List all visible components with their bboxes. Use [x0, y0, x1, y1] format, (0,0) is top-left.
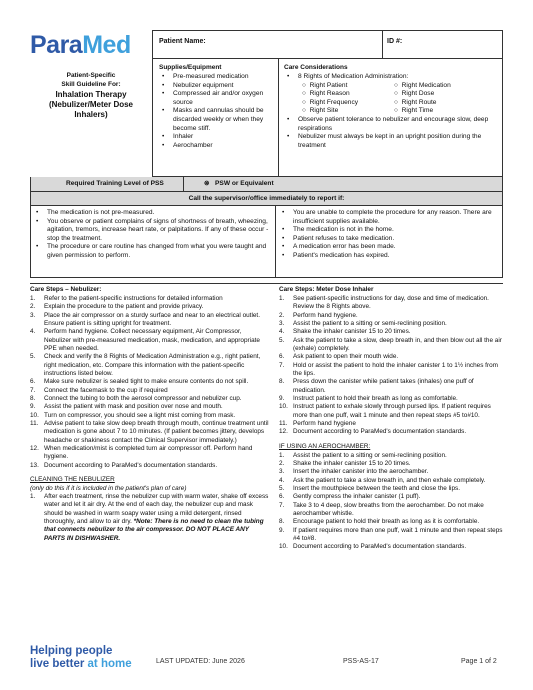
tagline-line1: Helping people — [30, 645, 113, 657]
step-text: Connect the facemask to the cup if required — [44, 386, 168, 394]
supplies-care-box — [152, 59, 503, 177]
step-text: Place the air compressor on a sturdy surface and near to an electrical outlet. Ensure patient is sitting upright for treatment. — [44, 311, 260, 327]
aerochamber-steps-list — [279, 452, 503, 552]
right-item: ○ Right Patient — [302, 81, 348, 89]
step-text: Document according to ParaMed's documentation standards. — [44, 461, 218, 469]
list-item: 11. Advise patient to take slow deep breath through mouth, continue treatment until medication is gone about 7 to 10 minutes. (If patient becomes jittery, develops headache or shakiness contact the Clinical Supervisor immediately.) — [30, 419, 269, 444]
document-code: PSS-AS-17 — [343, 658, 379, 665]
list-item: 8. Connect the tubing to both the aerosol compressor and nebulizer cup. — [30, 394, 242, 402]
supplies-section — [159, 64, 277, 150]
list-item: 7. Connect the facemask to the cup if required — [30, 386, 168, 394]
step-text: Ask the patient to take a slow breath in, and then exhale completely. — [293, 476, 486, 484]
right-item: ○ Right Time — [394, 107, 434, 115]
list-item: 2. Explain the procedure to the patient and provide privacy. — [30, 303, 204, 311]
last-updated: LAST UPDATED: June 2026 — [156, 658, 245, 665]
logo-part1: Para — [30, 31, 83, 59]
step-text: Refer to the patient-specific instructions for detailed information — [44, 295, 223, 302]
step-text: Assist the patient to a sitting or semi-reclining position. — [293, 319, 447, 327]
care-section — [284, 64, 499, 150]
care-list — [284, 73, 499, 82]
step-text: Gently compress the inhaler canister (1 puff). — [293, 493, 421, 501]
step-text: Assist the patient to a sitting or semi-reclining position. — [293, 451, 447, 459]
step-text: Connect the tubing to both the aerosol compressor and nebulizer cup. — [44, 394, 242, 402]
right-item: ○ Right Route — [394, 98, 437, 106]
step-text: Ask the patient to take a slow, deep breath in, and then blow out all the air (exhale) completely. — [293, 336, 502, 352]
list-item: 9. Instruct patient to hold their breath as long as comfortable. — [279, 394, 458, 402]
nebulizer-heading: Care Steps – Nebulizer: — [30, 286, 102, 293]
tagline-line2a: live better — [30, 658, 85, 671]
list-item: 10. Turn on compressor, you should see a light mist coming from mask. — [30, 411, 236, 419]
list-item: 1. Refer to the patient-specific instructions for detailed information — [30, 295, 223, 302]
nebulizer-steps-list — [30, 295, 270, 470]
step-text: Explain the procedure to the patient and provide privacy. — [44, 303, 204, 311]
list-item: 2. Perform hand hygiene. — [279, 311, 358, 319]
step-text: Document according to ParaMed's documentation standards. — [293, 428, 467, 436]
care-heading: Care Considerations — [284, 64, 348, 71]
right-label: Right Route — [401, 98, 437, 106]
cleaning-heading: CLEANING THE NEBULIZER — [30, 475, 115, 483]
inhaler-steps — [279, 286, 503, 552]
step-text: Press down the canister while patient takes (inhales) one puff of medication. — [293, 378, 474, 394]
list-item: 7. Take 3 to 4 deep, slow breaths from the aerochamber. Do not make aerochamber whistle. — [279, 501, 484, 517]
list-item: • The procedure or care routine has changed from what you were taught and given permission to perform. — [33, 243, 273, 260]
supplies-heading: Supplies/Equipment — [159, 64, 222, 71]
tagline-line2b: at home — [87, 658, 132, 671]
list-item: 8. Encourage patient to hold their breath as long as it is comfortable. — [279, 518, 480, 526]
step-text: Instruct patient to exhale slowly through pursed lips. If patient requires more than one puff, wait 1 minute and then repeat steps #5 to#10. — [293, 403, 491, 419]
training-value — [204, 180, 274, 188]
report-conditions-box — [30, 206, 503, 278]
list-item: 4. Perform hand hygiene. Collect necessary equipment, Air Compressor, Nebulizer with pre-measured medication, mask, medication, and appropriate PPE when needed. — [30, 328, 260, 352]
list-item: 5. Insert the mouthpiece between the teeth and close the lips. — [279, 484, 460, 492]
divider — [275, 206, 276, 277]
list-item: 5. Ask the patient to take a slow, deep breath in, and then blow out all the air (exhale) completely. — [279, 336, 502, 352]
guideline-title1: Inhalation Therapy — [55, 89, 127, 99]
list-item: • 8 Rights of Medication Administration: — [284, 73, 499, 82]
inhaler-steps-list — [279, 295, 503, 437]
right-item: ○ Right Frequency — [302, 98, 359, 106]
right-label: Right Time — [401, 107, 434, 115]
list-item: • Observe patient tolerance to nebulizer and encourage slow, deep respirations — [284, 116, 499, 133]
list-item: • Compressed air and/or oxygen source — [159, 90, 277, 107]
step-text: When medication/mist is completed turn air compressor off. Perform hand hygiene. — [44, 444, 253, 461]
patient-info-box — [152, 30, 503, 59]
list-item: • Aerochamber — [159, 142, 277, 151]
step-text: Ask patient to open their mouth wide. — [293, 353, 399, 361]
step-text: Turn on compressor, you should see a light mist coming from mask. — [44, 411, 236, 419]
list-item: 4. Shake the inhaler canister 15 to 20 times. — [279, 328, 411, 336]
list-item: 4. Ask the patient to take a slow breath in, and then exhale completely. — [279, 476, 486, 484]
step-text: Insert the inhaler canister into the aerochamber. — [293, 468, 429, 476]
list-item: • The medication is not in the home. — [279, 226, 501, 235]
step-text: Assist the patient with mask and position over nose and mouth. — [44, 403, 223, 411]
list-item: 8. Press down the canister while patient takes (inhales) one puff of medication. — [279, 378, 474, 394]
training-row — [30, 177, 503, 192]
list-item: 5. Check and verify the 8 Rights of Medication Administration e.g., right patient, right medication, etc. Compare this information with the patient-specific instructions listed below. — [30, 353, 261, 377]
list-item: 10. Instruct patient to exhale slowly through pursed lips. If patient requires more than one puff, wait 1 minute and then repeat steps #5 to#10. — [279, 403, 491, 419]
step-text: Perform hand hygiene. Collect necessary equipment, Air Compressor, Nebulizer with pre-measured medication, mask, medication, and appropriate PPE when needed. — [44, 328, 260, 352]
guideline-title3: Inhalers) — [74, 110, 108, 120]
rights-grid — [284, 82, 499, 116]
step-text: Shake the inhaler canister 15 to 20 times. — [293, 459, 411, 467]
right-label: Right Patient — [309, 81, 348, 89]
right-item: ○ Right Site — [302, 107, 339, 115]
step-text: Take 3 to 4 deep, slow breaths from the aerochamber. Do not make aerochamber whistle. — [293, 501, 484, 517]
step-text: Shake the inhaler canister 15 to 20 times. — [293, 328, 411, 336]
list-item: • You are unable to complete the procedure for any reason. There are insufficient supplies available. — [279, 209, 501, 226]
cleaning-warning: DO NOT PLACE ANY PARTS IN DISHWASHER. — [44, 526, 249, 542]
list-item: • Nebulizer equipment — [159, 82, 277, 91]
right-label: Right Reason — [309, 90, 350, 98]
id-label: ID #: — [387, 38, 403, 45]
step-text: Instruct patient to hold their breath as long as comfortable. — [293, 394, 458, 402]
patient-name-label: Patient Name: — [159, 38, 206, 45]
list-item: • Pre-measured medication — [159, 73, 277, 82]
list-item: • Patient refuses to take medication. — [279, 235, 501, 244]
step-text: Check and verify the 8 Rights of Medication Administration e.g., right patient, right medication, etc. Compare this information with the patient-specific instructions listed below. — [44, 353, 261, 377]
list-item: 7. Hold or assist the patient to hold the inhaler canister 1 to 1½ inches from the lips. — [279, 361, 498, 377]
list-item: • A medication error has been made. — [279, 243, 501, 252]
list-item: • You observe or patient complains of signs of shortness of breath, wheezing, agitation, tremors, increase heart rate, or palpitations. If any of these occur -stop the treatment. — [33, 218, 273, 244]
step-text: Encourage patient to hold their breath as long as it is comfortable. — [293, 518, 480, 526]
list-item: 13. Document according to ParaMed's documentation standards. — [30, 461, 218, 469]
list-item: 1. After each treatment, rinse the nebulizer cup with warm water, shake off excess water and let it air dry. At the end of each day, the nebulizer cup and mask should be washed in warm soapy water using a mild detergent, rinsed thoroughly, and allow to air dry. *Note: There is no need to clean the tubing that connects nebulizer to the air compressor. DO NOT PLACE ANY PARTS IN DISHWASHER. — [30, 492, 269, 542]
right-label: Right Frequency — [309, 98, 359, 106]
step-text: Document according to ParaMed's documentation standards. — [293, 543, 467, 551]
list-item: • Nebulizer must always be kept in an upright position during the treatment — [284, 133, 499, 150]
step-text: If patient requires more than one puff, wait 1 minute and then repeat steps #4 to#8. — [293, 526, 503, 542]
list-item: 10. Document according to ParaMed's documentation standards. — [279, 543, 467, 551]
guideline-title-box — [30, 72, 152, 121]
list-item: 1. See patient-specific instructions for day, dose and time of medication. Review the 8 Rights above. — [279, 295, 489, 311]
step-text: Advise patient to take slow deep breath through mouth, continue treatment until medication is gone about 7 to 10 minutes. (If patient becomes jittery, develops headache or shakiness contact the Clinical Supervisor immediately.) — [44, 419, 269, 444]
list-item: 1. Assist the patient to a sitting or semi-reclining position. — [279, 451, 447, 459]
step-text: After each treatment, rinse the nebulizer cup with warm water, shake off excess water and let it air dry. At the end of each day, the nebulizer cup and mask should be washed in warm soapy water using a mild detergent, rinsed thoroughly, and allow to air dry. — [44, 492, 269, 525]
guideline-line1: Patient-Specific — [66, 72, 116, 79]
aerochamber-heading: IF USING AN AEROCHAMBER: — [279, 442, 371, 450]
report-right-column — [279, 209, 501, 260]
step-text: See patient-specific instructions for day, dose and time of medication. Review the 8 Rights above. — [293, 295, 489, 311]
right-label: Right Medication — [401, 81, 451, 89]
list-item: 9. If patient requires more than one puff, wait 1 minute and then repeat steps #4 to#8. — [279, 526, 503, 542]
step-text: Hold or assist the patient to hold the inhaler canister 1 to 1½ inches from the lips. — [293, 361, 498, 377]
care-list-2 — [284, 116, 499, 150]
step-text: Perform hand hygiene — [293, 419, 356, 427]
list-item: • Inhaler — [159, 133, 277, 142]
divider — [382, 31, 383, 58]
list-item: 9. Assist the patient with mask and position over nose and mouth. — [30, 403, 223, 411]
divider — [278, 59, 279, 176]
training-level: PSW or Equivalent — [215, 180, 274, 187]
cleaning-steps-list — [30, 493, 270, 543]
supplies-list — [159, 73, 277, 150]
page-number: Page 1 of 2 — [461, 658, 497, 665]
list-item: 6. Ask patient to open their mouth wide. — [279, 353, 399, 361]
right-item: ○ Right Medication — [394, 81, 451, 89]
inhaler-heading: Care Steps: Meter Dose Inhaler — [279, 286, 374, 293]
list-item: 3. Place the air compressor on a sturdy surface and near to an electrical outlet. Ensure patient is sitting upright for treatment. — [30, 311, 260, 327]
section-divider — [30, 283, 503, 284]
step-text: Perform hand hygiene. — [293, 311, 358, 319]
footer-tagline — [30, 645, 132, 671]
list-item: 12. Document according to ParaMed's documentation standards. — [279, 428, 467, 436]
report-left-column — [33, 209, 273, 260]
divider — [183, 177, 184, 191]
call-supervisor-banner: Call the supervisor/office immediately to report if: — [30, 192, 503, 206]
list-item: 6. Make sure nebulizer is sealed tight to make ensure contents do not spill. — [30, 378, 249, 386]
cleaning-note: (only do this if it is included in the patient's plan of care) — [30, 484, 187, 492]
paramed-logo — [30, 30, 131, 61]
right-item: ○ Right Reason — [302, 90, 350, 98]
list-item: 6. Gently compress the inhaler canister (1 puff). — [279, 493, 421, 501]
list-item: 11. Perform hand hygiene — [279, 419, 356, 427]
guideline-line2: Skill Guideline For: — [61, 80, 121, 88]
step-text: Insert the mouthpiece between the teeth and close the lips. — [293, 484, 460, 492]
list-item: • Masks and cannulas should be discarded weekly or when they become stiff. — [159, 107, 277, 133]
list-item: 3. Assist the patient to a sitting or semi-reclining position. — [279, 319, 447, 327]
list-item: • The medication is not pre-measured. — [33, 209, 273, 218]
step-text: Make sure nebulizer is sealed tight to make ensure contents do not spill. — [44, 378, 249, 386]
right-item: ○ Right Dose — [394, 90, 435, 98]
right-label: Right Dose — [401, 90, 435, 98]
training-label: Required Training Level of PSS — [66, 180, 164, 187]
logo-part2: Med — [82, 31, 131, 59]
cleaning-note-2: *Note: There is no need to clean the tubing that connects nebulizer to the air compressor. — [44, 517, 264, 534]
list-item: 12. When medication/mist is completed turn air compressor off. Perform hand hygiene. — [30, 444, 253, 461]
guideline-title2: (Nebulizer/Meter Dose — [48, 99, 134, 109]
nebulizer-steps — [30, 286, 270, 543]
right-label: Right Site — [309, 107, 339, 115]
list-item: 3. Insert the inhaler canister into the aerochamber. — [279, 468, 429, 476]
list-item: 2. Shake the inhaler canister 15 to 20 times. — [279, 459, 411, 467]
checkbox-icon: ⊗ — [204, 180, 210, 187]
list-item: • Patient's medication has expired. — [279, 252, 501, 261]
